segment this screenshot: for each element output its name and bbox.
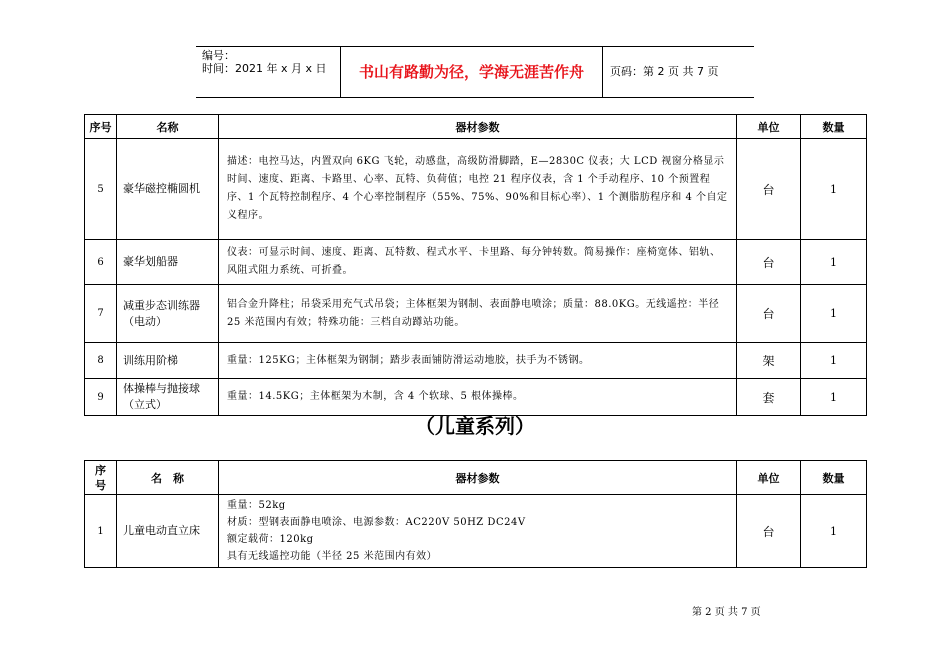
row-unit: 台 (737, 285, 801, 343)
header-qty: 数量 (801, 115, 867, 139)
row-qty: 1 (801, 240, 867, 285)
header-divider (602, 47, 603, 97)
table-header-row (85, 115, 867, 139)
row-params: 重量：125KG；主体框架为钢制；踏步表面铺防滑运动地胶，扶手为不锈钢。 (219, 343, 737, 379)
row-no: 1 (85, 495, 117, 568)
row-name: 体操棒与抛接球（立式） (117, 379, 219, 416)
row-qty: 1 (801, 379, 867, 416)
row-no: 5 (85, 139, 117, 240)
table-row (85, 343, 867, 379)
row-no: 6 (85, 240, 117, 285)
param-line: 重量：52kg (227, 500, 286, 511)
header-no: 序号 (85, 461, 117, 495)
table-row (85, 495, 867, 568)
header-no: 序号 (85, 115, 117, 139)
param-line: 具有无线遥控功能（半径 25 米范围内有效） (227, 551, 438, 562)
row-name: 儿童电动直立床 (117, 495, 219, 568)
row-params: 铝合金升降柱；吊袋采用充气式吊袋；主体框架为钢制、表面静电喷涂；质量：88.0KG。无线遥控：半径 25 米范围内有效；特殊功能：三档自动蹲站功能。 (219, 285, 737, 343)
row-unit: 台 (737, 240, 801, 285)
row-unit: 台 (737, 495, 801, 568)
row-name: 训练用阶梯 (117, 343, 219, 379)
header-params: 器材参数 (219, 115, 737, 139)
row-no: 8 (85, 343, 117, 379)
header-unit: 单位 (737, 461, 801, 495)
row-name: 豪华划船器 (117, 240, 219, 285)
row-name: 减重步态训练器（电动） (117, 285, 219, 343)
row-qty: 1 (801, 343, 867, 379)
header-page-number: 页码：第 2 页 共 7 页 (610, 65, 719, 78)
param-line: 材质：型钢表面静电喷涂、电源参数：AC220V 50HZ DC24V (227, 517, 526, 528)
table-row (85, 139, 867, 240)
row-qty: 1 (801, 285, 867, 343)
row-no: 9 (85, 379, 117, 416)
children-equipment-table (84, 460, 867, 568)
header-motto: 书山有路勤为径，学海无涯苦作舟 (358, 63, 584, 81)
row-qty: 1 (801, 139, 867, 240)
row-unit: 套 (737, 379, 801, 416)
header-params: 器材参数 (219, 461, 737, 495)
row-qty: 1 (801, 495, 867, 568)
param-line: 额定载荷：120kg (227, 534, 314, 545)
header-meta (202, 49, 327, 75)
table-header-row (85, 461, 867, 495)
header-name: 名称 (117, 115, 219, 139)
row-unit: 架 (737, 343, 801, 379)
row-params: 描述：电控马达，内置双向 6KG 飞轮，动感盘，高级防滑脚踏，E—2830C 仪表；大 LCD 视窗分格显示时间、速度、距离、卡路里、心率、瓦特、负荷值；电控 21 程序仪表，含 1 个手动程序、10 个预置程序、1 个瓦特控制程序、4 个心率控制程序（55%、75%、90%和目标心率）、1 个测脂肪程序和 4 个自定义程序。 (219, 139, 737, 240)
row-params: 仪表：可显示时间、速度、距离、瓦特数、程式水平、卡里路、每分钟转数。简易操作：座椅宽体、铝轨、风阻式阻力系统、可折叠。 (219, 240, 737, 285)
row-params: 重量：14.5KG；主体框架为木制，含 4 个软球、5 根体操棒。 (219, 379, 737, 416)
document-number-label: 编号： (202, 49, 235, 62)
row-name: 豪华磁控椭圆机 (117, 139, 219, 240)
page-footer: 第 2 页 共 7 页 (692, 607, 761, 618)
document-date: 时间：2021 年 x 月 x 日 (202, 62, 327, 75)
table-row (85, 285, 867, 343)
equipment-table (84, 114, 867, 416)
header-qty: 数量 (801, 461, 867, 495)
table-row (85, 240, 867, 285)
header-name: 名 称 (117, 461, 219, 495)
row-no: 7 (85, 285, 117, 343)
page-header (196, 46, 754, 98)
row-params (219, 495, 737, 568)
row-unit: 台 (737, 139, 801, 240)
header-unit: 单位 (737, 115, 801, 139)
section-title: （儿童系列） (415, 414, 535, 438)
